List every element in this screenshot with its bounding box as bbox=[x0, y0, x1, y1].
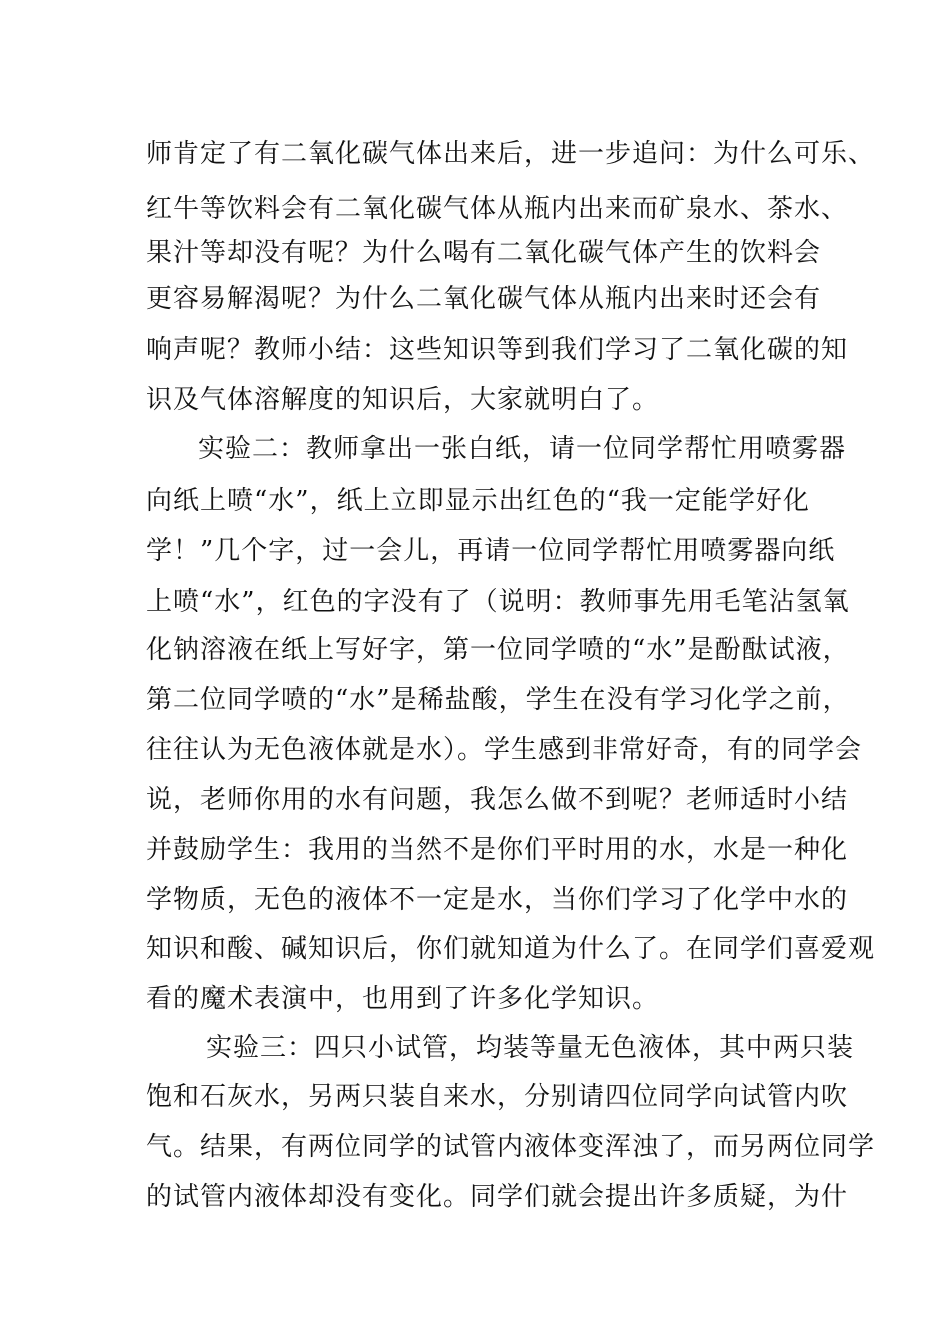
paragraph-1-line-3: 果汁等却没有呢？为什么喝有二氧化碳气体产生的饮料会 bbox=[146, 238, 822, 268]
paragraph-3-line-3: 气。结果，有两位同学的试管内液体变浑浊了，而另两位同学 bbox=[146, 1132, 876, 1162]
paragraph-1-line-4: 更容易解渴呢？为什么二氧化碳气体从瓶内出来时还会有 bbox=[146, 284, 822, 314]
paragraph-2-line-5: 化钠溶液在纸上写好字，第一位同学喷的“水”是酚酞试液， bbox=[146, 635, 850, 665]
paragraph-2-line-8: 说，老师你用的水有问题，我怎么做不到呢？老师适时小结 bbox=[146, 785, 849, 815]
paragraph-2-line-11: 知识和酸、碱知识后，你们就知道为什么了。在同学们喜爱观 bbox=[146, 934, 876, 964]
paragraph-2-line-3: 学！”几个字，过一会儿，再请一位同学帮忙用喷雾器向纸 bbox=[146, 536, 836, 566]
paragraph-3-line-1: 实验三：四只小试管，均装等量无色液体，其中两只装 bbox=[206, 1033, 855, 1063]
paragraph-1-line-5: 响声呢？教师小结：这些知识等到我们学习了二氧化碳的知 bbox=[146, 335, 849, 365]
paragraph-2-line-7: 往往认为无色液体就是水）。学生感到非常好奇，有的同学会 bbox=[146, 735, 863, 765]
paragraph-2-line-12: 看的魔术表演中，也用到了许多化学知识。 bbox=[146, 984, 660, 1014]
paragraph-2-line-4: 上喷“水”，红色的字没有了（说明：教师事先用毛笔沾氢氧 bbox=[146, 587, 850, 617]
paragraph-2-line-2: 向纸上喷“水”，纸上立即显示出红色的“我一定能学好化 bbox=[146, 486, 810, 516]
paragraph-1-line-1: 师肯定了有二氧化碳气体出来后，进一步追问：为什么可乐、 bbox=[146, 139, 876, 169]
paragraph-1-line-2: 红牛等饮料会有二氧化碳气体从瓶内出来而矿泉水、茶水、 bbox=[146, 194, 849, 224]
paragraph-3-line-2: 饱和石灰水，另两只装自来水，分别请四位同学向试管内吹 bbox=[146, 1082, 849, 1112]
paragraph-1-line-6: 识及气体溶解度的知识后，大家就明白了。 bbox=[146, 385, 660, 415]
paragraph-2-line-1: 实验二：教师拿出一张白纸，请一位同学帮忙用喷雾器 bbox=[198, 434, 847, 464]
paragraph-2-line-9: 并鼓励学生：我用的当然不是你们平时用的水，水是一种化 bbox=[146, 835, 849, 865]
paragraph-3-line-4: 的试管内液体却没有变化。同学们就会提出许多质疑，为什 bbox=[146, 1182, 849, 1212]
paragraph-2-line-6: 第二位同学喷的“水”是稀盐酸，学生在没有学习化学之前， bbox=[146, 685, 850, 715]
paragraph-2-line-10: 学物质，无色的液体不一定是水，当你们学习了化学中水的 bbox=[146, 885, 849, 915]
